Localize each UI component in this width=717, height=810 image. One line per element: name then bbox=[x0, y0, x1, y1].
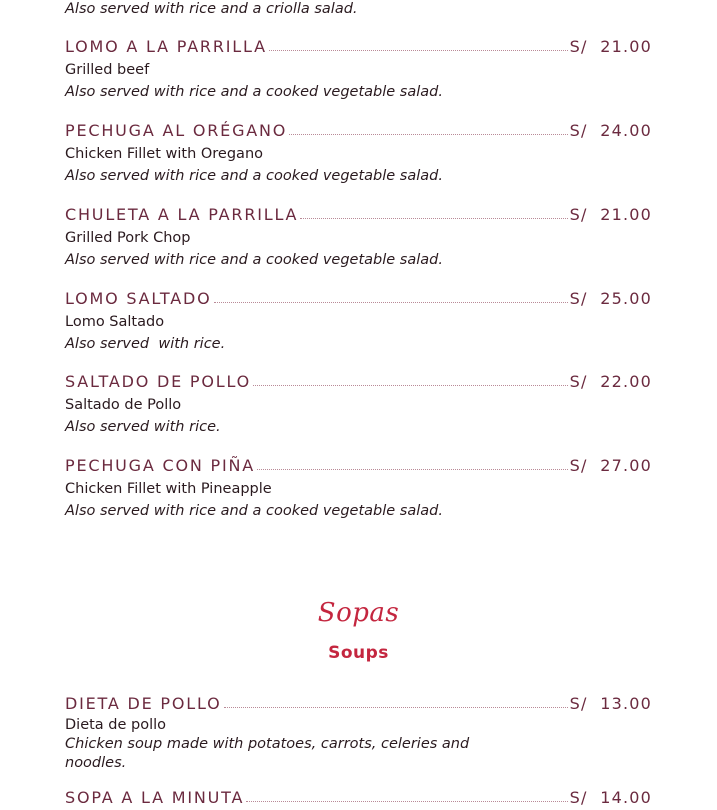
dotted-leader bbox=[224, 706, 568, 708]
dish-english-name: Grilled Pork Chop bbox=[65, 230, 191, 246]
dish-english-name: Grilled beef bbox=[65, 62, 150, 78]
dish-price: S/ 27.00 bbox=[569, 456, 652, 475]
menu-item-title-line bbox=[65, 456, 652, 478]
dotted-leader bbox=[246, 800, 567, 802]
dish-name: SOPA A LA MINUTA bbox=[65, 788, 245, 807]
menu-item-title-line bbox=[65, 289, 652, 311]
dish-price: S/ 14.00 bbox=[569, 788, 652, 807]
dish-price: S/ 25.00 bbox=[569, 289, 652, 308]
menu-item-title-line bbox=[65, 372, 652, 394]
menu-item-title-line bbox=[65, 694, 652, 716]
dish-price: S/ 21.00 bbox=[569, 205, 652, 224]
menu-item bbox=[65, 205, 652, 271]
dish-price: S/ 21.00 bbox=[569, 37, 652, 56]
dotted-leader bbox=[214, 301, 568, 303]
dish-description: Also served with rice and a cooked vegetable salad. bbox=[65, 84, 443, 100]
dish-description: Also served with rice and a cooked vegetable salad. bbox=[65, 168, 443, 184]
dish-description: Chicken soup made with potatoes, carrots, celeries and noodles. bbox=[65, 736, 470, 771]
dish-description: Also served with rice and a cooked vegetable salad. bbox=[65, 503, 443, 519]
dish-name: LOMO A LA PARRILLA bbox=[65, 37, 267, 56]
dish-english-name: Dieta de pollo bbox=[65, 717, 167, 733]
menu-item bbox=[65, 788, 652, 810]
menu-item bbox=[65, 37, 652, 103]
menu-item bbox=[65, 289, 652, 355]
dish-description: Also served with rice. bbox=[65, 336, 226, 352]
dish-description: Also served with rice. bbox=[65, 419, 221, 435]
dish-name: LOMO SALTADO bbox=[65, 289, 212, 308]
menu-item bbox=[65, 694, 652, 773]
dotted-leader bbox=[257, 468, 568, 470]
section-script-title: Sopas bbox=[317, 598, 400, 628]
dish-price: S/ 22.00 bbox=[569, 372, 652, 391]
dish-english-name: Chicken Fillet with Oregano bbox=[65, 146, 264, 162]
menu-item-title-line bbox=[65, 788, 652, 810]
dish-name: SALTADO DE POLLO bbox=[65, 372, 251, 391]
dish-english-name: Chicken Fillet with Pineapple bbox=[65, 481, 272, 497]
menu-item-title-line bbox=[65, 205, 652, 227]
dish-price: S/ 24.00 bbox=[569, 121, 652, 140]
dish-name: DIETA DE POLLO bbox=[65, 694, 222, 713]
item-description: Also served with rice and a criolla salad. bbox=[65, 1, 358, 17]
menu-item bbox=[65, 121, 652, 187]
menu-item-title-line bbox=[65, 37, 652, 59]
dish-name: PECHUGA CON PIÑA bbox=[65, 456, 256, 475]
dish-english-name: Lomo Saltado bbox=[65, 314, 165, 330]
dish-english-name: Saltado de Pollo bbox=[65, 397, 182, 413]
dish-name: PECHUGA AL ORÉGANO bbox=[65, 121, 288, 140]
section-title: Soups bbox=[328, 643, 389, 663]
dotted-leader bbox=[253, 384, 568, 386]
menu-item-title-line bbox=[65, 121, 652, 143]
menu-item bbox=[65, 372, 652, 438]
dotted-leader bbox=[269, 49, 568, 51]
dish-description: Also served with rice and a cooked vegetable salad. bbox=[65, 252, 443, 268]
dish-price: S/ 13.00 bbox=[569, 694, 652, 713]
dotted-leader bbox=[289, 133, 567, 135]
dish-name: CHULETA A LA PARRILLA bbox=[65, 205, 299, 224]
menu-item bbox=[65, 456, 652, 522]
dotted-leader bbox=[300, 217, 567, 219]
